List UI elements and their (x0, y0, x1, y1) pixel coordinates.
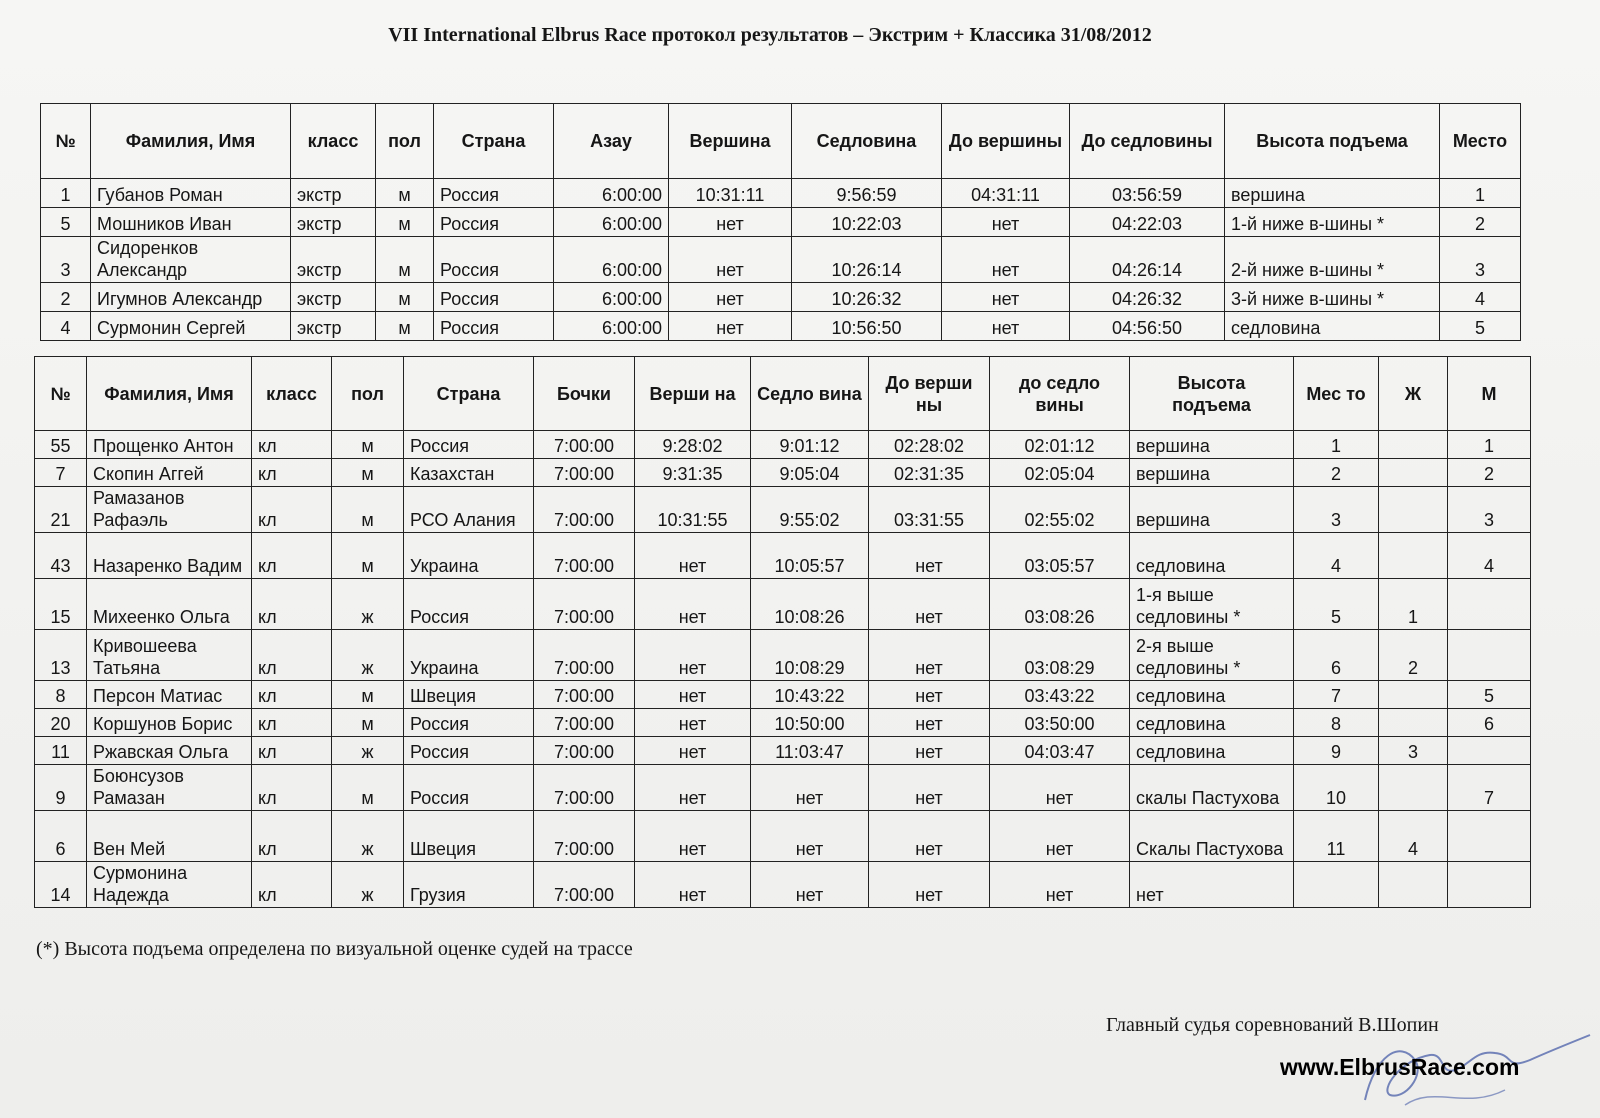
table-cell: 9:28:02 (635, 431, 751, 459)
table-cell: экстр (291, 208, 376, 237)
table-cell: нет (669, 237, 792, 283)
table-cell: 03:08:29 (990, 630, 1130, 681)
table-cell: нет (751, 811, 869, 862)
col-header: До вершины (942, 104, 1070, 179)
table-cell: нет (635, 533, 751, 579)
table-cell: Грузия (404, 862, 534, 908)
table-cell: м (376, 208, 434, 237)
table-cell: Россия (434, 237, 554, 283)
table-cell: вершина (1130, 431, 1294, 459)
table-cell: Назаренко Вадим (87, 533, 252, 579)
table-cell: Украина (404, 630, 534, 681)
table-cell: м (332, 459, 404, 487)
table-cell: 04:26:14 (1070, 237, 1225, 283)
table-cell: м (376, 179, 434, 208)
table-cell: 7:00:00 (534, 487, 635, 533)
col-header: М (1448, 357, 1531, 431)
table-cell (1379, 862, 1448, 908)
table-cell: 10:31:55 (635, 487, 751, 533)
col-header: До седловины (1070, 104, 1225, 179)
table-header-row (41, 104, 1521, 179)
table-cell: нет (942, 208, 1070, 237)
table-cell: м (376, 237, 434, 283)
table-cell: нет (990, 811, 1130, 862)
table-cell: м (332, 681, 404, 709)
table-row (35, 811, 1531, 862)
table-cell: Россия (404, 737, 534, 765)
table-cell: вершина (1130, 487, 1294, 533)
table-cell: нет (990, 862, 1130, 908)
table-row (41, 312, 1521, 341)
table-cell: нет (942, 283, 1070, 312)
col-header: Вершина (669, 104, 792, 179)
table-cell: 9:31:35 (635, 459, 751, 487)
table-cell: Прощенко Антон (87, 431, 252, 459)
table-cell (1448, 579, 1531, 630)
col-header: № (41, 104, 91, 179)
col-header: № (35, 357, 87, 431)
table-cell: 03:56:59 (1070, 179, 1225, 208)
table-cell: 2 (41, 283, 91, 312)
table-row (41, 237, 1521, 283)
table-cell: 10:05:57 (751, 533, 869, 579)
table-cell: 5 (1448, 681, 1531, 709)
table-cell: 7:00:00 (534, 862, 635, 908)
table-cell: скалы Пастухова (1130, 765, 1294, 811)
table-cell: 6:00:00 (554, 283, 669, 312)
table-row (35, 431, 1531, 459)
table-cell: кл (252, 765, 332, 811)
table-cell: 1 (1379, 579, 1448, 630)
table-cell: 13 (35, 630, 87, 681)
table-cell: нет (751, 862, 869, 908)
col-header: класс (291, 104, 376, 179)
table-cell (1379, 765, 1448, 811)
table-cell: 4 (1448, 533, 1531, 579)
table-cell: 10:56:50 (792, 312, 942, 341)
classic-results-table (34, 356, 1531, 908)
table-cell: нет (635, 811, 751, 862)
table-cell: 10:22:03 (792, 208, 942, 237)
table-cell: нет (669, 208, 792, 237)
table-cell: м (376, 312, 434, 341)
col-header: Высота подъема (1225, 104, 1440, 179)
table-cell: м (332, 533, 404, 579)
table-cell: кл (252, 630, 332, 681)
table-cell: 3 (1294, 487, 1379, 533)
table-cell: 9:56:59 (792, 179, 942, 208)
table-cell: нет (635, 630, 751, 681)
table-cell: 14 (35, 862, 87, 908)
table-cell: нет (751, 765, 869, 811)
col-header: Седловина (792, 104, 942, 179)
table-cell (1379, 681, 1448, 709)
table-cell: 15 (35, 579, 87, 630)
chief-judge-line: Главный судья соревнований В.Шопин (1106, 1014, 1439, 1036)
table-cell: 21 (35, 487, 87, 533)
table-cell: ж (332, 862, 404, 908)
table-cell: Вен Мей (87, 811, 252, 862)
table-cell: кл (252, 737, 332, 765)
table-cell: Россия (434, 283, 554, 312)
table-cell: ж (332, 811, 404, 862)
table-cell: 7:00:00 (534, 681, 635, 709)
table-cell: 2 (1379, 630, 1448, 681)
table-cell: м (376, 283, 434, 312)
table-cell: нет (635, 681, 751, 709)
table-cell: 7 (1448, 765, 1531, 811)
table-cell: 6:00:00 (554, 208, 669, 237)
col-header: класс (252, 357, 332, 431)
table-cell: нет (635, 737, 751, 765)
table-cell: кл (252, 487, 332, 533)
table-cell: нет (869, 533, 990, 579)
table-cell: 9:55:02 (751, 487, 869, 533)
table-cell: Швеция (404, 811, 534, 862)
table-cell: 02:28:02 (869, 431, 990, 459)
table-cell: нет (869, 579, 990, 630)
table-cell: Казахстан (404, 459, 534, 487)
table-cell: Россия (434, 312, 554, 341)
table-cell: 10:31:11 (669, 179, 792, 208)
table-cell: м (332, 431, 404, 459)
table-cell: 02:31:35 (869, 459, 990, 487)
table-row (35, 487, 1531, 533)
table-cell: 1 (1294, 431, 1379, 459)
table-cell: седловина (1130, 533, 1294, 579)
table-cell: 7 (35, 459, 87, 487)
table-cell: нет (869, 737, 990, 765)
table-cell: нет (635, 765, 751, 811)
table-cell: нет (869, 765, 990, 811)
col-header: Верши на (635, 357, 751, 431)
table-cell: седловина (1130, 709, 1294, 737)
table-cell: Сидоренков Александр (91, 237, 291, 283)
table-row (35, 579, 1531, 630)
table-cell (1448, 630, 1531, 681)
table-row (35, 459, 1531, 487)
table-cell: 1 (41, 179, 91, 208)
table-cell: 3 (41, 237, 91, 283)
table-cell: м (332, 709, 404, 737)
table-cell (1379, 459, 1448, 487)
table-cell: 6 (35, 811, 87, 862)
table-cell: нет (990, 765, 1130, 811)
table-cell: 10:50:00 (751, 709, 869, 737)
table-cell: Мошников Иван (91, 208, 291, 237)
col-header: Фамилия, Имя (91, 104, 291, 179)
table-cell: 6:00:00 (554, 179, 669, 208)
table-cell: нет (635, 862, 751, 908)
table-cell: 04:31:11 (942, 179, 1070, 208)
col-header: Седло вина (751, 357, 869, 431)
table-cell: 7:00:00 (534, 709, 635, 737)
table-cell: Россия (404, 765, 534, 811)
table-cell: 6:00:00 (554, 312, 669, 341)
table-cell: 11 (1294, 811, 1379, 862)
table-cell: нет (869, 630, 990, 681)
table-cell: ж (332, 737, 404, 765)
table-cell: Украина (404, 533, 534, 579)
table-cell: 02:01:12 (990, 431, 1130, 459)
table-cell: кл (252, 459, 332, 487)
col-header: Высота подъема (1130, 357, 1294, 431)
table-cell (1448, 811, 1531, 862)
table-cell: 2 (1448, 459, 1531, 487)
table-cell: 1 (1448, 431, 1531, 459)
table-cell: Сурмонина Надежда (87, 862, 252, 908)
table-cell: 11:03:47 (751, 737, 869, 765)
table-cell: кл (252, 533, 332, 579)
table-cell: нет (869, 862, 990, 908)
table-cell: 03:05:57 (990, 533, 1130, 579)
table-cell: Михеенко Ольга (87, 579, 252, 630)
table-cell: 10:08:26 (751, 579, 869, 630)
col-header: Страна (404, 357, 534, 431)
table-cell: 10:43:22 (751, 681, 869, 709)
table-cell: 2 (1440, 208, 1521, 237)
table-cell: 7:00:00 (534, 533, 635, 579)
table-row (35, 630, 1531, 681)
table-cell: 9:05:04 (751, 459, 869, 487)
table-cell: 5 (41, 208, 91, 237)
table-cell: Персон Матиас (87, 681, 252, 709)
table-cell: 55 (35, 431, 87, 459)
table-cell (1379, 431, 1448, 459)
table-cell: Игумнов Александр (91, 283, 291, 312)
table-cell: 02:55:02 (990, 487, 1130, 533)
table-cell: 5 (1294, 579, 1379, 630)
table-cell: ж (332, 630, 404, 681)
table-cell: 1 (1440, 179, 1521, 208)
table-cell: 10:08:29 (751, 630, 869, 681)
col-header: Азау (554, 104, 669, 179)
page-title: VII International Elbrus Race протокол результатов – Экстрим + Классика 31/08/2012 (388, 24, 1152, 46)
table-cell: Губанов Роман (91, 179, 291, 208)
table-cell: 2-я выше седловины * (1130, 630, 1294, 681)
table-cell: 03:31:55 (869, 487, 990, 533)
table-cell: 02:05:04 (990, 459, 1130, 487)
table-cell: нет (869, 811, 990, 862)
col-header: пол (332, 357, 404, 431)
table-cell: 03:50:00 (990, 709, 1130, 737)
table-cell: кл (252, 579, 332, 630)
col-header: пол (376, 104, 434, 179)
table-cell: Сурмонин Сергей (91, 312, 291, 341)
table-cell: 7:00:00 (534, 811, 635, 862)
table-cell: Боюнсузов Рамазан (87, 765, 252, 811)
table-row (41, 208, 1521, 237)
table-cell: 4 (1379, 811, 1448, 862)
table-cell: нет (1130, 862, 1294, 908)
extreme-results-table (40, 103, 1521, 341)
table-cell: Россия (434, 179, 554, 208)
table-cell: 3 (1448, 487, 1531, 533)
table-cell: 8 (35, 681, 87, 709)
table-cell: седловина (1130, 681, 1294, 709)
table-cell (1294, 862, 1379, 908)
table-cell (1448, 862, 1531, 908)
table-header-row (35, 357, 1531, 431)
table-cell: ж (332, 579, 404, 630)
table-cell: 9:01:12 (751, 431, 869, 459)
table-cell: Скалы Пастухова (1130, 811, 1294, 862)
table-cell: 3 (1440, 237, 1521, 283)
table-cell: вершина (1130, 459, 1294, 487)
table-cell: 10:26:14 (792, 237, 942, 283)
table-cell: 03:08:26 (990, 579, 1130, 630)
table-cell: вершина (1225, 179, 1440, 208)
table-cell: 7 (1294, 681, 1379, 709)
table-row (35, 862, 1531, 908)
table-cell: нет (942, 312, 1070, 341)
table-cell (1379, 487, 1448, 533)
table-cell: Россия (404, 709, 534, 737)
table-row (35, 737, 1531, 765)
table-cell: 1-й ниже в-шины * (1225, 208, 1440, 237)
table-row (35, 533, 1531, 579)
table-cell: Ржавская Ольга (87, 737, 252, 765)
table-row (41, 283, 1521, 312)
table-cell: седловина (1225, 312, 1440, 341)
table-cell: 3-й ниже в-шины * (1225, 283, 1440, 312)
table-cell: 43 (35, 533, 87, 579)
table-cell: Коршунов Борис (87, 709, 252, 737)
table-cell: кл (252, 431, 332, 459)
table-cell: 04:56:50 (1070, 312, 1225, 341)
table-cell: 03:43:22 (990, 681, 1130, 709)
table-cell: нет (869, 709, 990, 737)
table-cell: нет (869, 681, 990, 709)
table-cell: 04:26:32 (1070, 283, 1225, 312)
table-cell: экстр (291, 237, 376, 283)
table-cell: Кривошеева Татьяна (87, 630, 252, 681)
table-cell: м (332, 765, 404, 811)
table-cell: 10:26:32 (792, 283, 942, 312)
table-row (41, 179, 1521, 208)
table-cell: 4 (1294, 533, 1379, 579)
table-cell: 9 (1294, 737, 1379, 765)
col-header: До верши ны (869, 357, 990, 431)
table-cell (1448, 737, 1531, 765)
table-row (35, 765, 1531, 811)
table-row (35, 681, 1531, 709)
table-cell (1379, 709, 1448, 737)
col-header: Мес то (1294, 357, 1379, 431)
table-cell: нет (635, 579, 751, 630)
table-cell: седловина (1130, 737, 1294, 765)
table-cell: Россия (404, 579, 534, 630)
table-cell: 7:00:00 (534, 579, 635, 630)
table-cell: нет (942, 237, 1070, 283)
table-cell: кл (252, 811, 332, 862)
table-cell: 9 (35, 765, 87, 811)
col-header: до седло вины (990, 357, 1130, 431)
col-header: Фамилия, Имя (87, 357, 252, 431)
table-cell: экстр (291, 312, 376, 341)
footnote: (*) Высота подъема определена по визуальной оценке судей на трассе (36, 938, 633, 960)
table-cell: 8 (1294, 709, 1379, 737)
table-cell: 5 (1440, 312, 1521, 341)
table-cell: нет (635, 709, 751, 737)
table-cell: кл (252, 862, 332, 908)
table-cell: 7:00:00 (534, 737, 635, 765)
table-cell: 11 (35, 737, 87, 765)
table-cell: 7:00:00 (534, 765, 635, 811)
table-cell: 10 (1294, 765, 1379, 811)
table-cell: 3 (1379, 737, 1448, 765)
table-cell: нет (669, 283, 792, 312)
table-cell: 04:22:03 (1070, 208, 1225, 237)
table-cell: Рамазанов Рафаэль (87, 487, 252, 533)
website-watermark: www.ElbrusRace.com (1280, 1054, 1520, 1080)
table-cell: 6:00:00 (554, 237, 669, 283)
table-cell: 6 (1448, 709, 1531, 737)
table-cell: 4 (1440, 283, 1521, 312)
table-cell (1379, 533, 1448, 579)
table-cell: кл (252, 709, 332, 737)
table-cell: 1-я выше седловины * (1130, 579, 1294, 630)
col-header: Бочки (534, 357, 635, 431)
table-cell: 6 (1294, 630, 1379, 681)
table-cell: 2 (1294, 459, 1379, 487)
table-cell: экстр (291, 179, 376, 208)
col-header: Место (1440, 104, 1521, 179)
col-header: Страна (434, 104, 554, 179)
table-cell: 7:00:00 (534, 459, 635, 487)
table-cell: 2-й ниже в-шины * (1225, 237, 1440, 283)
table-cell: 7:00:00 (534, 630, 635, 681)
table-cell: РСО Алания (404, 487, 534, 533)
table-cell: Швеция (404, 681, 534, 709)
table-cell: экстр (291, 283, 376, 312)
table-cell: Скопин Аггей (87, 459, 252, 487)
table-cell: Россия (434, 208, 554, 237)
table-cell: Россия (404, 431, 534, 459)
table-cell: нет (669, 312, 792, 341)
table-cell: 04:03:47 (990, 737, 1130, 765)
table-cell: м (332, 487, 404, 533)
table-cell: 20 (35, 709, 87, 737)
table-cell: 7:00:00 (534, 431, 635, 459)
col-header: Ж (1379, 357, 1448, 431)
table-cell: кл (252, 681, 332, 709)
table-cell: 4 (41, 312, 91, 341)
table-row (35, 709, 1531, 737)
